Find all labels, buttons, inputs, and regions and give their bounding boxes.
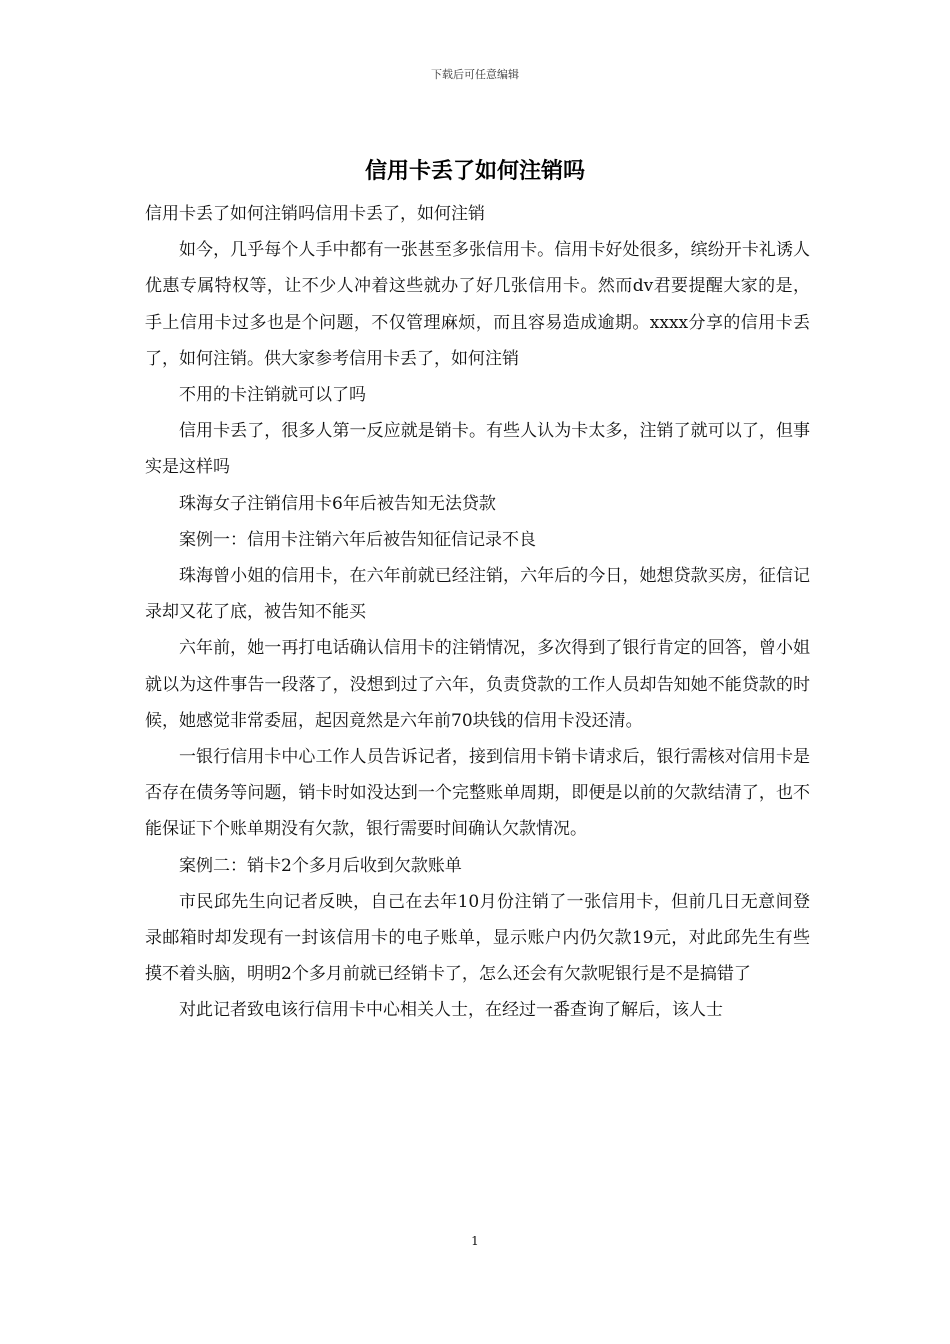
page-number: 1 xyxy=(471,1234,479,1248)
paragraph: 珠海女子注销信用卡6年后被告知无法贷款 xyxy=(179,493,496,514)
document-title: 信用卡丢了如何注销吗 xyxy=(364,159,585,184)
paragraph: 六年前，她一再打电话确认信用卡的注销情况，多次得到了银行肯定的回答，曾小姐就以为这件事告一段落了，没想到过了六年，负责贷款的工作人员却告知她不能贷款的时候，她感觉非常委屈，起因竟然是六年前70块钱的信用卡没还清。 xyxy=(145,638,810,731)
paragraph: 案例一：信用卡注销六年后被告知征信记录不良 xyxy=(179,529,536,550)
paragraph: 对此记者致电该行信用卡中心相关人士，在经过一番查询了解后，该人士 xyxy=(179,1000,723,1021)
paragraph: 不用的卡注销就可以了吗 xyxy=(179,385,366,406)
paragraph: 案例二：销卡2个多月后收到欠款账单 xyxy=(179,855,462,876)
paragraph: 一银行信用卡中心工作人员告诉记者，接到信用卡销卡请求后，银行需核对信用卡是否存在债务等问题，销卡时如没达到一个完整账单周期，即便是以前的欠款结清了，也不能保证下个账单期没有欠款，银行需要时间确认欠款情况。 xyxy=(145,747,810,840)
paragraph: 如今，几乎每个人手中都有一张甚至多张信用卡。信用卡好处很多，缤纷开卡礼诱人优惠专属特权等，让不少人冲着这些就办了好几张信用卡。然而dv君要提醒大家的是，手上信用卡过多也是个问题，不仅管理麻烦，而且容易造成逾期。xxxx分享的信用卡丢了，如何注销。供大家参考信用卡丢了，如何注销 xyxy=(145,240,810,369)
paragraph: 信用卡丢了，很多人第一反应就是销卡。有些人认为卡太多，注销了就可以了，但事实是这样吗 xyxy=(145,421,810,478)
paragraph: 信用卡丢了如何注销吗信用卡丢了，如何注销 xyxy=(145,204,485,224)
paragraph: 珠海曾小姐的信用卡，在六年前就已经注销，六年后的今日，她想贷款买房，征信记录却又花了底，被告知不能买 xyxy=(145,566,810,623)
paragraph: 市民邱先生向记者反映，自己在去年10月份注销了一张信用卡，但前几日无意间登录邮箱时却发现有一封该信用卡的电子账单，显示账户内仍欠款19元，对此邱先生有些摸不着头脑，明明2个多月前就已经销卡了，怎么还会有欠款呢银行是不是搞错了 xyxy=(145,891,810,985)
header-note: 下载后可任意编辑 xyxy=(431,68,519,81)
document-body xyxy=(145,196,810,1029)
